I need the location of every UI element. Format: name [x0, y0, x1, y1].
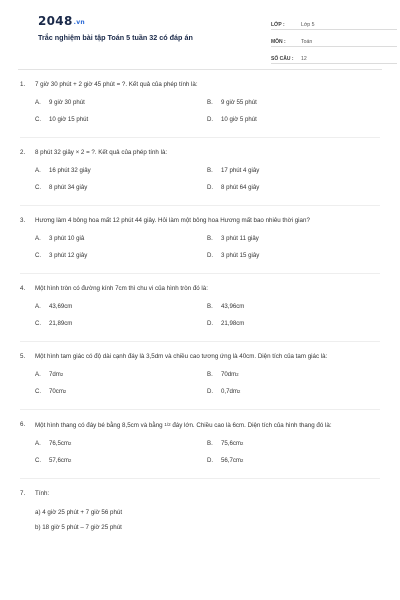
option-b[interactable] [207, 302, 379, 311]
question-divider [20, 478, 380, 479]
exponent: 2 [236, 372, 239, 377]
option-letter: B. [207, 440, 213, 447]
option-a[interactable] [35, 98, 207, 107]
option-letter: B. [207, 99, 213, 106]
option-text: 10 giờ 15 phút [49, 116, 89, 123]
option-letter: D. [207, 252, 214, 259]
question-6 [20, 420, 380, 465]
question-text: 8 phút 32 giây × 2 = ?. Kết quả của phép tính là: [35, 149, 168, 156]
option-a[interactable] [35, 370, 207, 379]
option-text: 10 giờ 5 phút [221, 116, 257, 123]
option-letter: C. [35, 320, 42, 327]
option-text: 56,7cm [221, 457, 241, 464]
option-b[interactable] [207, 98, 379, 107]
option-letter: C. [35, 116, 42, 123]
option-letter: C. [35, 252, 42, 259]
exponent: 2 [63, 389, 67, 394]
option-a[interactable] [35, 439, 207, 448]
meta-row-count [271, 50, 397, 64]
option-text: 70dm [221, 371, 237, 378]
meta-info [271, 16, 397, 67]
meta-label: SỐ CÂU : [271, 56, 294, 62]
option-text: 21,98cm [221, 320, 245, 327]
sub-question-a: a) 4 giờ 25 phút + 7 giờ 56 phút [35, 509, 123, 516]
question-divider [20, 273, 380, 274]
question-text: Một hình tròn có đường kính 7cm thì chu vi của hình tròn đó là: [35, 285, 208, 292]
option-b[interactable] [207, 439, 379, 448]
question-divider [20, 205, 380, 206]
option-letter: A. [35, 303, 41, 310]
question-3 [20, 216, 380, 260]
option-b[interactable] [207, 370, 379, 379]
option-letter: D. [207, 116, 214, 123]
option-text: 7dm [49, 371, 61, 378]
option-d[interactable] [207, 183, 379, 192]
option-letter: D. [207, 320, 214, 327]
question-5 [20, 352, 380, 396]
option-letter: D. [207, 457, 214, 464]
question-2 [20, 148, 380, 192]
option-text: 43,96cm [221, 303, 245, 310]
question-number: 5. [20, 353, 26, 360]
option-a[interactable] [35, 234, 207, 243]
option-d[interactable] [207, 456, 379, 465]
question-list [20, 80, 380, 545]
option-letter: A. [35, 440, 41, 447]
option-text: 57,6cm [49, 457, 69, 464]
option-text: 3 phút 10 giâ [49, 235, 85, 242]
exponent: 2 [240, 458, 244, 463]
option-c[interactable] [35, 387, 207, 396]
option-letter: C. [35, 184, 42, 191]
option-a[interactable] [35, 302, 207, 311]
question-number: 3. [20, 217, 26, 224]
question-text: Một hình tam giác có độ dài cạnh đáy là 3,5dm và chiều cao tương ứng là 40cm. Diện tích của tam giác là: [35, 353, 328, 360]
exponent: 2 [68, 458, 72, 463]
option-b[interactable] [207, 166, 379, 175]
question-4 [20, 284, 380, 328]
exponent: 2 [240, 441, 244, 446]
option-text: 21,89cm [49, 320, 73, 327]
question-text: Tính: [35, 490, 50, 497]
meta-value: Lớp 5 [301, 22, 315, 28]
question-text: Hương làm 4 bông hoa mất 12 phút 44 giây. Hỏi làm một bông hoa Hương mất bao nhiêu thời gian? [35, 217, 310, 224]
option-letter: A. [35, 371, 41, 378]
logo-sub: .vn [73, 19, 85, 26]
question-text-before: Một hình thang có đáy bé bằng 8,5cm và bằng [35, 422, 163, 429]
meta-row-class [271, 16, 397, 30]
option-d[interactable] [207, 319, 379, 328]
option-a[interactable] [35, 166, 207, 175]
option-text: 16 phút 32 giây [49, 167, 91, 174]
option-text: 76,5cm [49, 440, 69, 447]
option-text: 9 giờ 30 phút [49, 99, 85, 106]
option-letter: C. [35, 388, 42, 395]
question-1 [20, 80, 380, 124]
option-c[interactable] [35, 183, 207, 192]
option-letter: C. [35, 457, 42, 464]
logo-main: 2048 [38, 14, 73, 28]
option-letter: B. [207, 167, 213, 174]
exponent: 2 [60, 372, 64, 377]
option-c[interactable] [35, 456, 207, 465]
option-letter: B. [207, 303, 213, 310]
question-7 [20, 489, 380, 532]
question-number: 4. [20, 285, 26, 292]
question-text: 7 giờ 30 phút + 2 giờ 45 phút = ?. Kết quả của phép tính là: [35, 81, 198, 88]
option-text: 43,69cm [49, 303, 73, 310]
fraction: 1/2 [164, 422, 171, 427]
option-letter: A. [35, 167, 41, 174]
option-letter: D. [207, 388, 214, 395]
question-text-after: đáy lớn. Chiều cao là 6cm. Diện tích của hình thang đó là: [172, 422, 332, 429]
option-text: 17 phút 4 giây [221, 167, 260, 174]
option-text: 8 phút 34 giây [49, 184, 88, 191]
option-text: 70cm [49, 388, 64, 395]
option-text: 0,7dm [221, 388, 238, 395]
meta-value: 12 [301, 56, 307, 62]
option-d[interactable] [207, 387, 379, 396]
question-number: 6. [20, 421, 26, 428]
header-divider [18, 69, 382, 70]
meta-value: Toán [301, 39, 313, 45]
question-text [35, 420, 380, 431]
option-c[interactable] [35, 319, 207, 328]
option-b[interactable] [207, 234, 379, 243]
option-letter: D. [207, 184, 214, 191]
option-text: 9 giờ 55 phút [221, 99, 257, 106]
option-c[interactable] [35, 115, 207, 124]
question-divider [20, 137, 380, 138]
site-logo[interactable] [38, 14, 85, 28]
option-text: 75,6cm [221, 440, 241, 447]
option-text: 3 phút 15 giây [221, 252, 260, 259]
question-number: 1. [20, 81, 26, 88]
question-divider [20, 341, 380, 342]
option-d[interactable] [207, 115, 379, 124]
option-d[interactable] [207, 251, 379, 260]
sub-question-b: b) 18 giờ 5 phút – 7 giờ 25 phút [35, 524, 122, 531]
question-divider [20, 409, 380, 410]
exponent: 2 [68, 441, 72, 446]
option-letter: A. [35, 99, 41, 106]
option-letter: B. [207, 371, 213, 378]
exponent: 2 [237, 389, 241, 394]
option-c[interactable] [35, 251, 207, 260]
option-letter: A. [35, 235, 41, 242]
option-text: 8 phút 64 giây [221, 184, 260, 191]
meta-label: LỚP : [271, 22, 285, 28]
question-number: 2. [20, 149, 26, 156]
meta-row-subject [271, 33, 397, 47]
option-text: 3 phút 11 giây [221, 235, 259, 242]
page-title: Trắc nghiệm bài tập Toán 5 tuần 32 có đáp án [38, 33, 193, 42]
option-text: 3 phút 12 giây [49, 252, 88, 259]
meta-label: MÔN : [271, 39, 286, 45]
page-header [18, 0, 382, 62]
option-letter: B. [207, 235, 213, 242]
question-number: 7. [20, 490, 26, 497]
